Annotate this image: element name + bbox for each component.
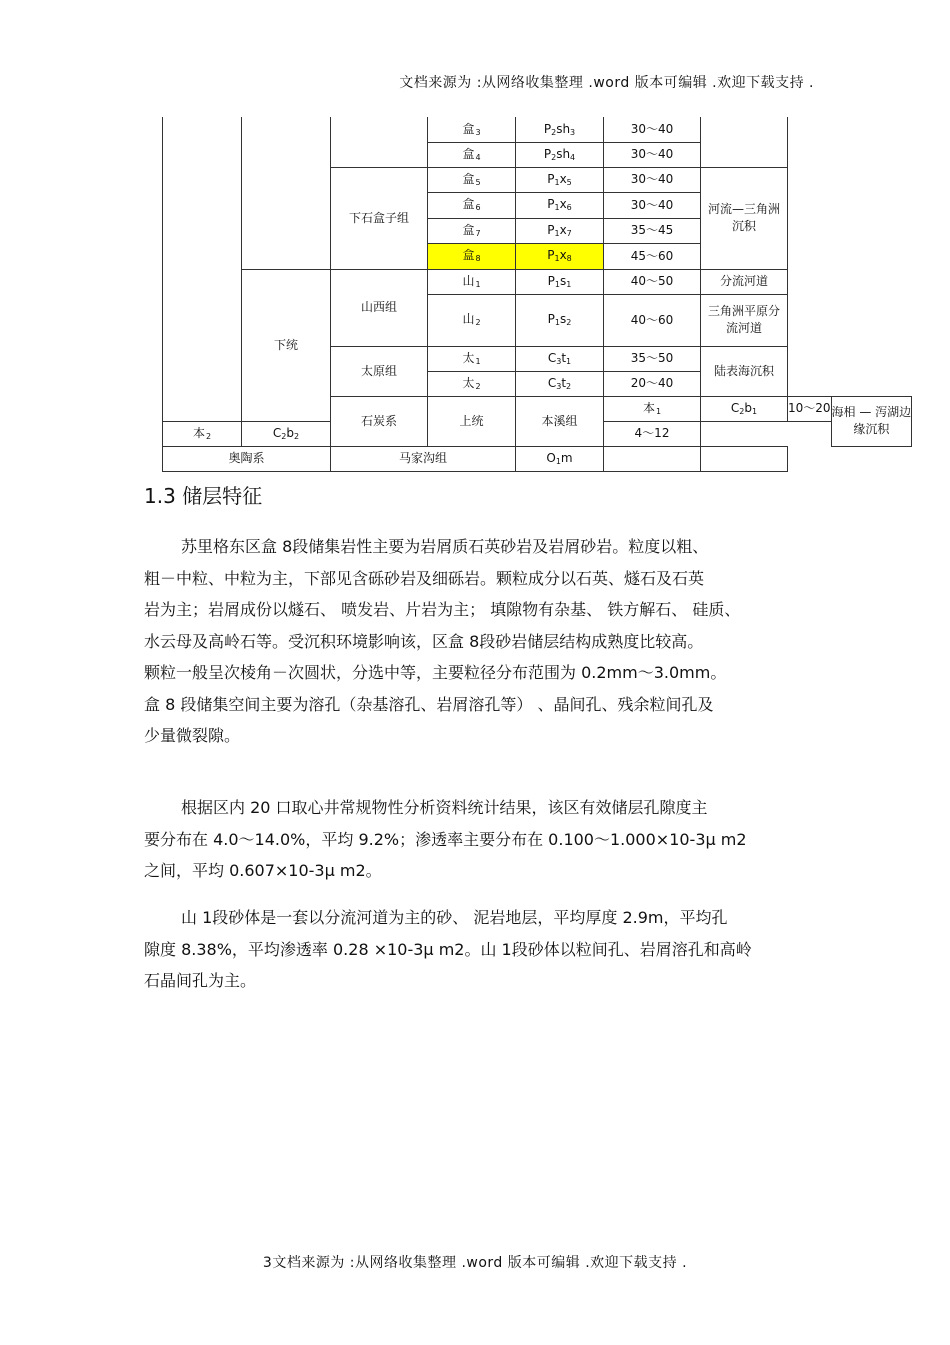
member-cell — [428, 192, 516, 218]
member-subscript: 2 — [475, 381, 481, 391]
text-line: 少量微裂隙。 — [144, 726, 241, 745]
code-letter: C — [272, 425, 282, 440]
code-subscript: 1 — [554, 203, 560, 213]
code-cell — [516, 269, 604, 294]
code-subscript: 2 — [551, 127, 557, 137]
code-letter: P — [547, 222, 555, 237]
code-letter: C — [547, 350, 557, 365]
code-cell — [516, 371, 604, 396]
environment-line: 流河道 — [725, 321, 762, 335]
member-subscript: 6 — [475, 203, 481, 213]
code-subscript: 1 — [566, 356, 572, 366]
thickness-cell-empty — [604, 446, 701, 471]
code-letter: C — [730, 400, 740, 415]
code-cell — [516, 192, 604, 218]
member-subscript: 5 — [475, 177, 481, 187]
thickness-cell: 40～60 — [604, 294, 701, 346]
member-cell — [428, 167, 516, 192]
thickness-cell: 4～12 — [604, 421, 701, 446]
formation-benxi: 本溪组 — [516, 396, 604, 446]
paragraph-shan1 — [144, 902, 814, 997]
code-letter: s — [559, 273, 567, 288]
code-letter: C — [547, 375, 557, 390]
code-letter: sh — [556, 146, 571, 161]
text-line: 隙度 8.38%，平均渗透率 0.28 ×10-3μ m2。山 1段砂体以粒间孔、岩屑溶孔和高岭 — [144, 939, 752, 959]
member-cell — [428, 371, 516, 396]
code-subscript: 1 — [554, 254, 560, 264]
thickness-cell: 30～40 — [604, 192, 701, 218]
member-subscript: 2 — [475, 318, 481, 328]
member-cell — [428, 218, 516, 243]
code-subscript: 8 — [566, 254, 572, 264]
formation-majiagou: 马家沟组 — [331, 446, 516, 471]
thickness-cell: 35～50 — [604, 346, 701, 371]
thickness-cell: 10～20 — [788, 396, 832, 421]
text-line: 水云母及高岭石等。受沉积环境影响该，区盒 8段砂岩储层结构成熟度比较高。 — [144, 631, 704, 651]
member-name: 盒 — [462, 222, 475, 237]
code-subscript: 4 — [570, 152, 576, 162]
member-cell — [604, 396, 701, 421]
environment-cell-blank — [701, 117, 788, 167]
table-row — [163, 269, 912, 294]
code-subscript: 2 — [739, 406, 745, 416]
text-line: 石晶间孔为主。 — [144, 971, 257, 990]
section-title: 1.3 储层特征 — [144, 484, 263, 508]
code-letter: b — [744, 400, 752, 415]
system-ordovician: 奥陶系 — [163, 446, 331, 471]
code-letter: P — [547, 273, 555, 288]
system-carboniferous: 石炭系 — [331, 396, 428, 446]
formation-lower-shihezi: 下石盒子组 — [331, 167, 428, 269]
environment-delta-plain — [701, 294, 788, 346]
code-subscript: 2 — [551, 152, 557, 162]
code-letter: P — [543, 146, 552, 161]
member-name: 太 — [462, 350, 475, 365]
code-letter: x — [559, 171, 567, 186]
thickness-cell: 20～40 — [604, 371, 701, 396]
text-line: 岩为主；岩屑成份以燧石、 喷发岩、片岩为主； 填隙物有杂基、 铁方解石、 硅质、 — [144, 600, 741, 619]
code-subscript: 3 — [570, 127, 576, 137]
environment-cell-empty — [701, 446, 788, 471]
thickness-cell: 35～45 — [604, 218, 701, 243]
member-subscript: 2 — [205, 431, 212, 441]
code-letter: x — [559, 222, 567, 237]
code-subscript: 2 — [566, 318, 572, 328]
code-letter: P — [543, 121, 552, 136]
page-footer: 3文档来源为 :从网络收集整理 .word 版本可编辑 .欢迎下载支持 . — [262, 1255, 688, 1271]
thickness-cell: 30～40 — [604, 142, 701, 167]
environment-fluvial-delta — [701, 167, 788, 269]
text-line: 苏里格东区盒 8段储集岩性主要为岩屑质石英砂岩及岩屑砂岩。粒度以粗、 — [181, 537, 709, 556]
text-line: 盒 8 段储集空间主要为溶孔（杂基溶孔、岩屑溶孔等） 、晶间孔、残余粒间孔及 — [144, 694, 714, 714]
text-line: 颗粒一般呈次棱角－次圆状，分选中等，主要粒径分布范围为 0.2mm～3.0mm。 — [144, 663, 727, 682]
table-row — [163, 117, 912, 142]
member-subscript: 3 — [475, 127, 481, 137]
member-name: 盒 — [462, 146, 475, 161]
code-cell — [516, 142, 604, 167]
member-name: 盒 — [462, 121, 475, 136]
member-subscript: 1 — [475, 356, 481, 366]
member-cell — [163, 421, 242, 446]
environment-line: 海相 — 泻湖边 — [831, 405, 912, 420]
code-letter: t — [561, 350, 567, 365]
text-line: 根据区内 20 口取心井常规物性分析资料统计结果，该区有效储层孔隙度主 — [181, 798, 708, 817]
stratigraphy-table — [162, 117, 912, 472]
text-line: 要分布在 4.0～14.0%，平均 9.2%；渗透率主要分布在 0.100～1.000×10-3μ m2 — [144, 829, 747, 849]
code-subscript: 6 — [566, 203, 572, 213]
code-subscript: 1 — [554, 177, 560, 187]
code-letter: sh — [556, 121, 571, 136]
formation-cell-blank — [331, 117, 428, 167]
member-name: 盒 — [462, 171, 475, 186]
member-name: 盒 — [462, 197, 475, 212]
code-letter: x — [559, 248, 567, 263]
code-subscript: 2 — [294, 431, 300, 441]
code-subscript: 1 — [554, 279, 560, 289]
code-letter: b — [286, 425, 294, 440]
member-subscript: 4 — [475, 152, 481, 162]
environment-line: 沉积 — [731, 219, 756, 233]
environment-line: 缘沉积 — [853, 422, 890, 436]
code-cell-ordovician — [516, 446, 604, 471]
series-upper: 上统 — [428, 396, 516, 446]
text-line: 粗－中粒、中粒为主，下部见含砾砂岩及细砾岩。颗粒成分以石英、燧石及石英 — [144, 568, 705, 588]
member-subscript: 1 — [475, 279, 481, 289]
member-name: 盒 — [462, 248, 475, 263]
member-name: 本 — [192, 425, 205, 440]
series-lower: 下统 — [242, 269, 331, 421]
member-name: 太 — [462, 375, 475, 390]
code-subscript: 1 — [752, 406, 758, 416]
code-letter: t — [561, 375, 567, 390]
code-cell — [242, 421, 331, 446]
code-subscript: 2 — [281, 431, 287, 441]
code-letter: P — [547, 248, 555, 263]
thickness-cell: 40～50 — [604, 269, 701, 294]
code-cell — [516, 243, 604, 269]
environment-distributary-channel: 分流河道 — [701, 269, 788, 294]
member-cell — [428, 117, 516, 142]
formation-shanxi: 山西组 — [331, 269, 428, 346]
code-letter: P — [547, 197, 555, 212]
member-cell — [428, 294, 516, 346]
paragraph-porosity — [144, 792, 814, 887]
series-cell-blank — [242, 117, 331, 269]
code-letter: x — [559, 197, 567, 212]
code-subscript: 1 — [566, 279, 572, 289]
member-cell — [428, 142, 516, 167]
code-subscript: 5 — [566, 177, 572, 187]
code-cell — [516, 218, 604, 243]
member-name: 本 — [642, 400, 655, 415]
environment-line: 河流—三角洲 — [707, 202, 780, 217]
code-letter: P — [547, 312, 555, 327]
code-cell — [516, 294, 604, 346]
environment-epicontinental: 陆表海沉积 — [701, 346, 788, 396]
code-cell — [516, 346, 604, 371]
table-row — [163, 446, 912, 471]
member-name: 山 — [462, 273, 475, 288]
paragraph-lithology — [144, 531, 814, 752]
code-subscript: 1 — [554, 228, 560, 238]
member-cell — [428, 243, 516, 269]
thickness-cell: 30～40 — [604, 167, 701, 192]
page-header: 文档来源为 :从网络收集整理 .word 版本可编辑 .欢迎下载支持 . — [399, 75, 814, 91]
member-subscript: 1 — [655, 406, 662, 416]
member-cell — [428, 269, 516, 294]
code-subscript: 3 — [556, 381, 562, 391]
member-subscript: 8 — [475, 254, 481, 264]
code-letter: s — [559, 312, 567, 327]
thickness-cell: 45～60 — [604, 243, 701, 269]
environment-line: 三角洲平原分 — [707, 304, 780, 319]
code-cell — [701, 396, 788, 421]
code-letter: P — [547, 171, 555, 186]
code-subscript: 7 — [566, 228, 572, 238]
member-cell — [428, 346, 516, 371]
text-line: 之间，平均 0.607×10-3μ m2。 — [144, 861, 382, 880]
code-subscript: 2 — [566, 381, 572, 391]
code-cell — [516, 167, 604, 192]
code-letter: m — [560, 450, 573, 465]
member-subscript: 7 — [475, 228, 481, 238]
formation-taiyuan: 太原组 — [331, 346, 428, 396]
code-subscript: 3 — [556, 356, 562, 366]
code-subscript: 1 — [554, 318, 560, 328]
system-cell-blank — [163, 117, 242, 421]
code-subscript: 1 — [555, 456, 561, 466]
code-cell — [516, 117, 604, 142]
code-letter: O — [546, 450, 556, 465]
member-name: 山 — [462, 312, 475, 327]
text-line: 山 1段砂体是一套以分流河道为主的砂、 泥岩地层，平均厚度 2.9m，平均孔 — [181, 908, 728, 927]
thickness-cell: 30～40 — [604, 117, 701, 142]
environment-marine-lagoon — [831, 396, 912, 446]
